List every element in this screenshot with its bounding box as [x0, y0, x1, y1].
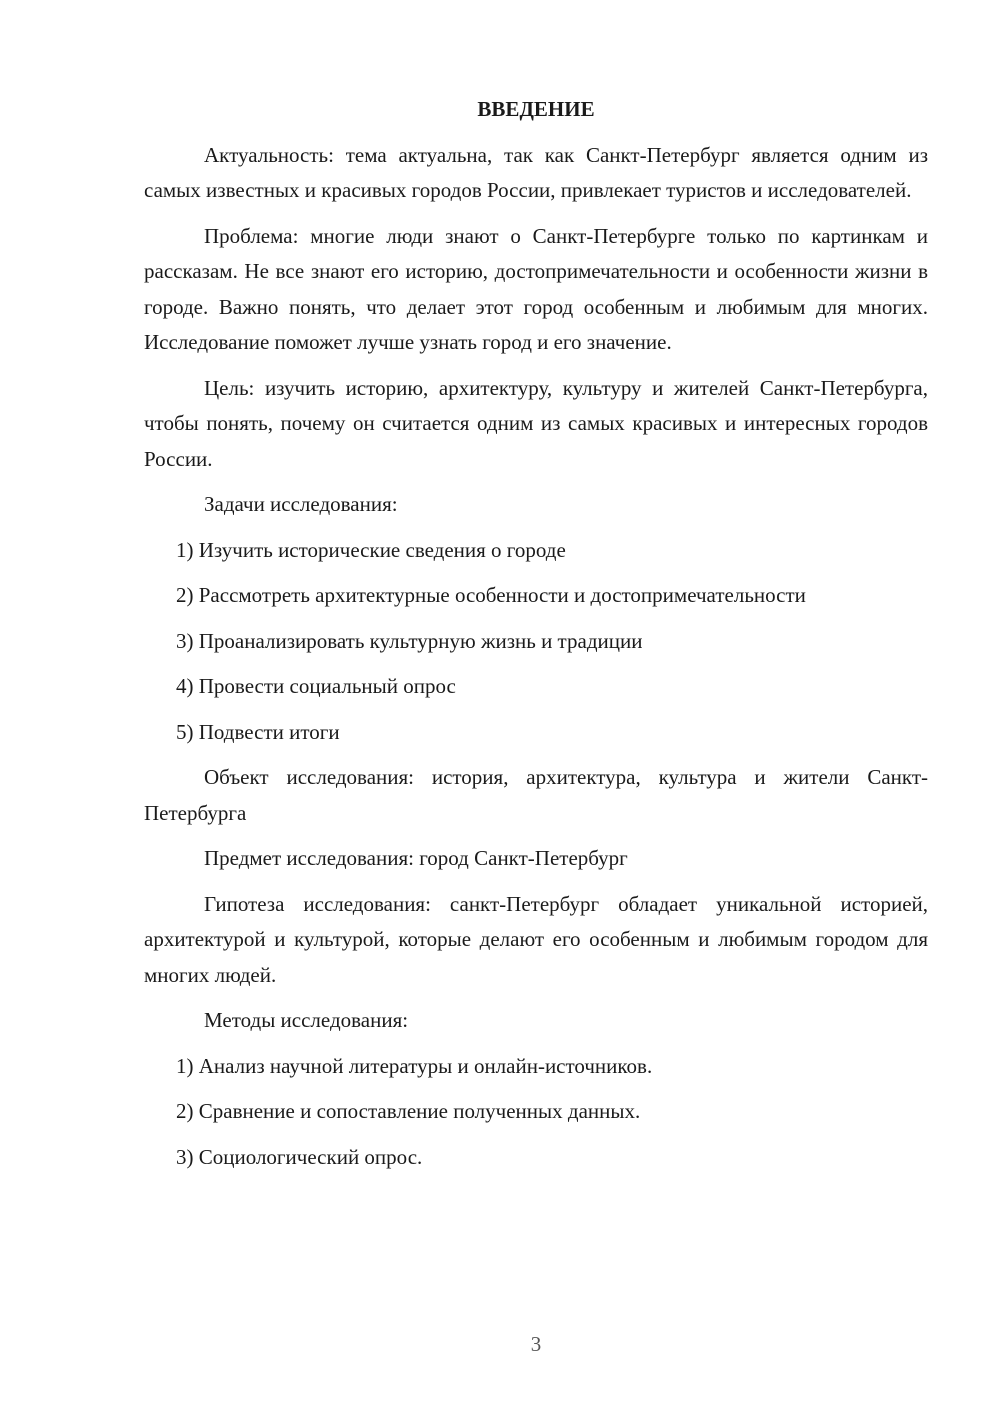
task-item: 5) Подвести итоги	[176, 719, 340, 744]
tasks-heading: Задачи исследования:	[204, 492, 398, 516]
subject-paragraph: Предмет исследования: город Санкт-Петербург	[204, 846, 628, 870]
relevance-paragraph: Актуальность: тема актуальна, так как Санкт-Петербург является одним из самых известных и красивых городов России, привлекает туристов и исследователей.	[144, 142, 928, 202]
method-item: 2) Сравнение и сопоставление полученных данных.	[176, 1099, 641, 1123]
tasks-list	[144, 533, 928, 751]
methods-list	[144, 1049, 928, 1176]
section-title: ВВЕДЕНИЕ	[477, 97, 595, 121]
task-item: 4) Провести социальный опрос	[176, 674, 456, 698]
page-number: 3	[530, 1332, 542, 1356]
method-item: 1) Анализ научной литературы и онлайн-источников.	[176, 1053, 653, 1078]
object-paragraph: Объект исследования: история, архитектура, культура и жители Санкт-Петербурга	[144, 765, 928, 825]
task-item: 2) Рассмотреть архитектурные особенности и достопримечательности	[176, 583, 806, 607]
problem-paragraph: Проблема: многие люди знают о Санкт-Петербурге только по картинкам и рассказам. Не все знают его историю, достопримечательности и особенности жизни в городе. Важно понять, что делает этот город особенным и любимым для многих. Исследование поможет лучше узнать город и его значение.	[144, 223, 928, 354]
document-page	[144, 92, 928, 1185]
methods-heading: Методы исследования:	[204, 1008, 409, 1032]
method-item: 3) Социологический опрос.	[176, 1144, 423, 1169]
task-item: 1) Изучить исторические сведения о городе	[176, 537, 566, 562]
hypothesis-paragraph: Гипотеза исследования: санкт-Петербург обладает уникальной историей, архитектурой и культурой, которые делают его особенным и любимым городом для многих людей.	[144, 891, 928, 987]
task-item: 3) Проанализировать культурную жизнь и традиции	[176, 628, 643, 653]
goal-paragraph: Цель: изучить историю, архитектуру, культуру и жителей Санкт-Петербурга, чтобы понять, почему он считается одним из самых красивых и интересных городов России.	[144, 375, 928, 471]
